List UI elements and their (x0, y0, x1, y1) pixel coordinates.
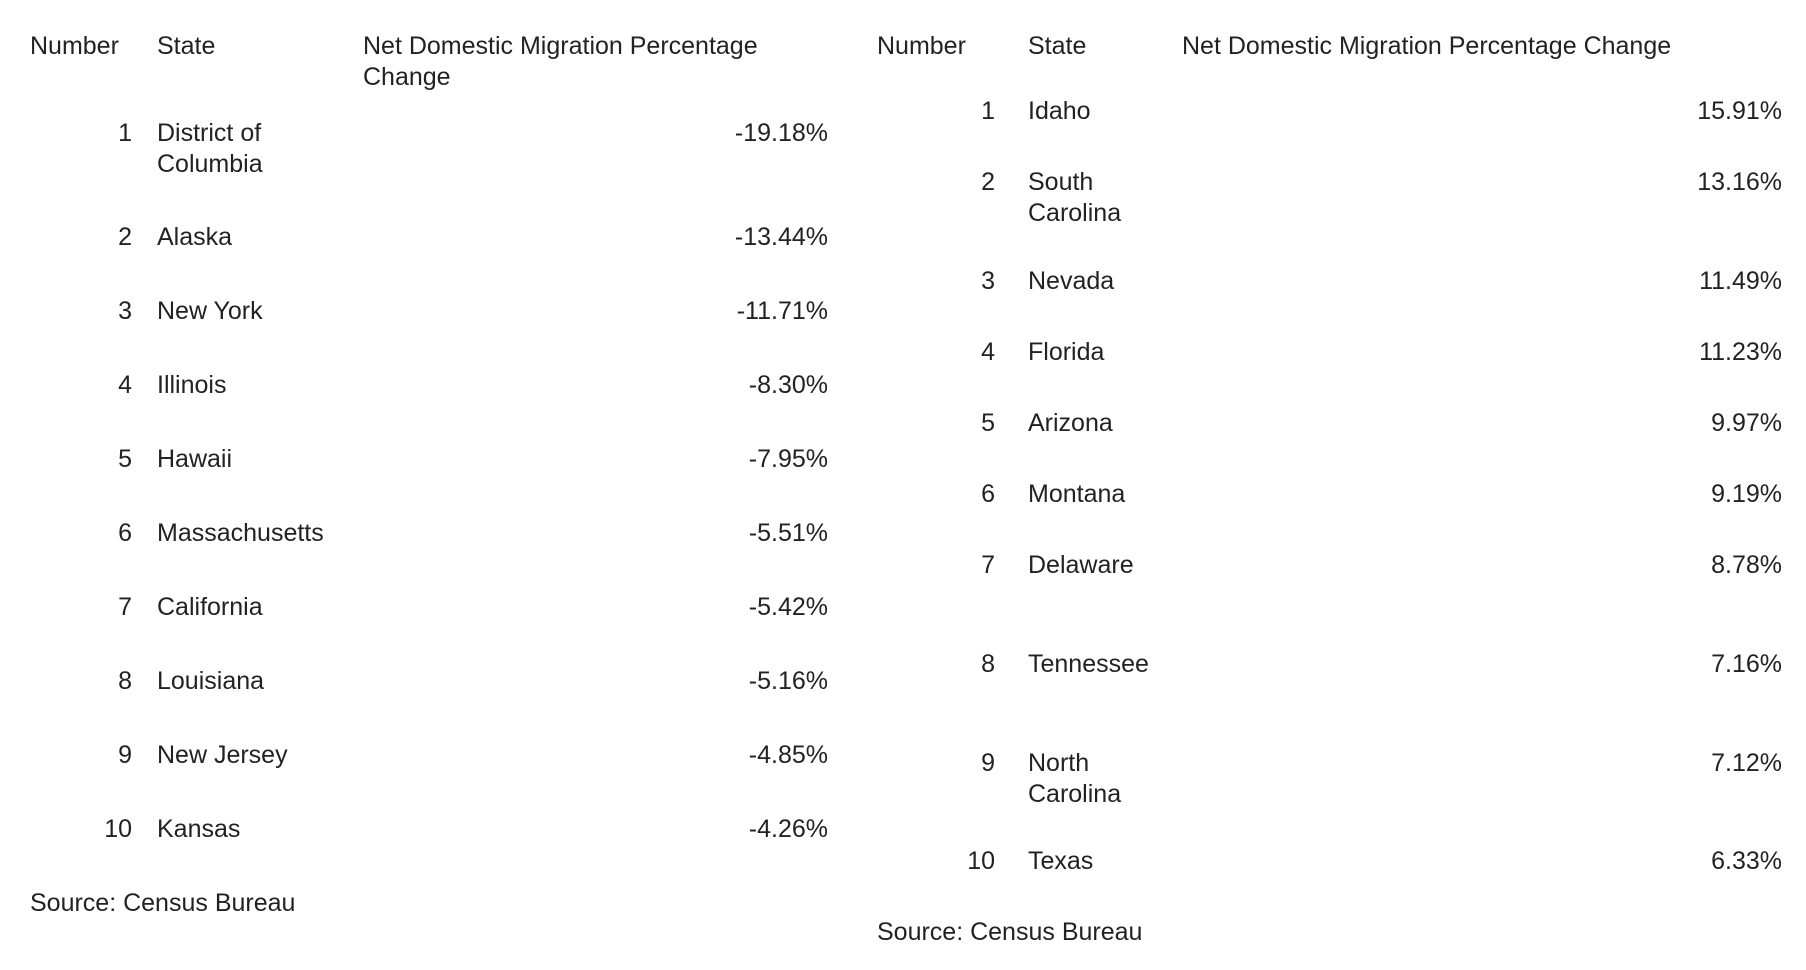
row-number: 10 (967, 847, 995, 875)
row-state: Arizona (1028, 409, 1113, 437)
row-state: New Jersey (157, 741, 288, 769)
row-change: 8.78% (1711, 551, 1782, 579)
row-change: 7.16% (1711, 650, 1782, 678)
row-change: -13.44% (734, 223, 828, 251)
row-state: Kansas (157, 815, 241, 843)
row-change: 6.33% (1711, 847, 1782, 875)
row-number: 7 (118, 593, 132, 621)
row-number: 8 (981, 650, 995, 678)
row-state: Alaska (157, 223, 233, 251)
row-change: -19.18% (734, 119, 828, 147)
row-change: -5.42% (748, 593, 828, 621)
row-state: California (157, 593, 263, 621)
row-state: Louisiana (157, 667, 265, 695)
header-number: Number (30, 32, 119, 60)
row-number: 1 (981, 97, 995, 125)
header-state: State (1028, 32, 1087, 60)
row-change: -5.51% (748, 519, 828, 547)
row-change: -4.26% (748, 815, 828, 843)
row-number: 3 (118, 297, 132, 325)
header-number: Number (877, 32, 966, 60)
row-change: -11.71% (736, 297, 828, 325)
row-change: 11.23% (1699, 338, 1782, 366)
row-change: -7.95% (748, 445, 828, 473)
row-number: 9 (118, 741, 132, 769)
source-note: Source: Census Bureau (877, 918, 1143, 946)
row-change: -4.85% (748, 741, 828, 769)
row-state: Massachusetts (157, 519, 324, 547)
row-state: Tennessee (1028, 650, 1149, 678)
row-number: 6 (981, 480, 995, 508)
row-number: 4 (118, 371, 132, 399)
row-state: New York (157, 297, 263, 325)
row-change: 13.16% (1697, 168, 1782, 196)
row-number: 4 (981, 338, 995, 366)
row-number: 2 (118, 223, 132, 251)
row-number: 5 (118, 445, 132, 473)
row-state: North Carolina (1028, 749, 1122, 808)
row-change: 15.91% (1697, 97, 1782, 125)
row-state: Delaware (1028, 551, 1134, 579)
row-state: Idaho (1028, 97, 1091, 125)
row-number: 10 (104, 815, 132, 843)
row-state: South Carolina (1028, 168, 1122, 227)
row-state: Nevada (1028, 267, 1115, 295)
header-change: Net Domestic Migration Percentage Change (1182, 32, 1672, 60)
row-number: 1 (118, 119, 132, 147)
row-state: Texas (1028, 847, 1094, 875)
row-change: 11.49% (1699, 267, 1782, 295)
header-change: Net Domestic Migration Percentage Change (363, 32, 758, 91)
row-change: -8.30% (748, 371, 828, 399)
row-state: Illinois (157, 371, 227, 399)
row-number: 8 (118, 667, 132, 695)
row-change: 9.97% (1711, 409, 1782, 437)
source-note: Source: Census Bureau (30, 889, 296, 917)
row-state: Florida (1028, 338, 1105, 366)
row-number: 9 (981, 749, 995, 777)
header-state: State (157, 32, 216, 60)
row-number: 6 (118, 519, 132, 547)
row-number: 7 (981, 551, 995, 579)
row-change: 7.12% (1711, 749, 1782, 777)
row-change: 9.19% (1711, 480, 1782, 508)
row-state: Hawaii (157, 445, 233, 473)
row-number: 5 (981, 409, 995, 437)
row-number: 2 (981, 168, 995, 196)
row-change: -5.16% (748, 667, 828, 695)
row-state: District of Columbia (157, 119, 263, 178)
row-state: Montana (1028, 480, 1126, 508)
row-number: 3 (981, 267, 995, 295)
